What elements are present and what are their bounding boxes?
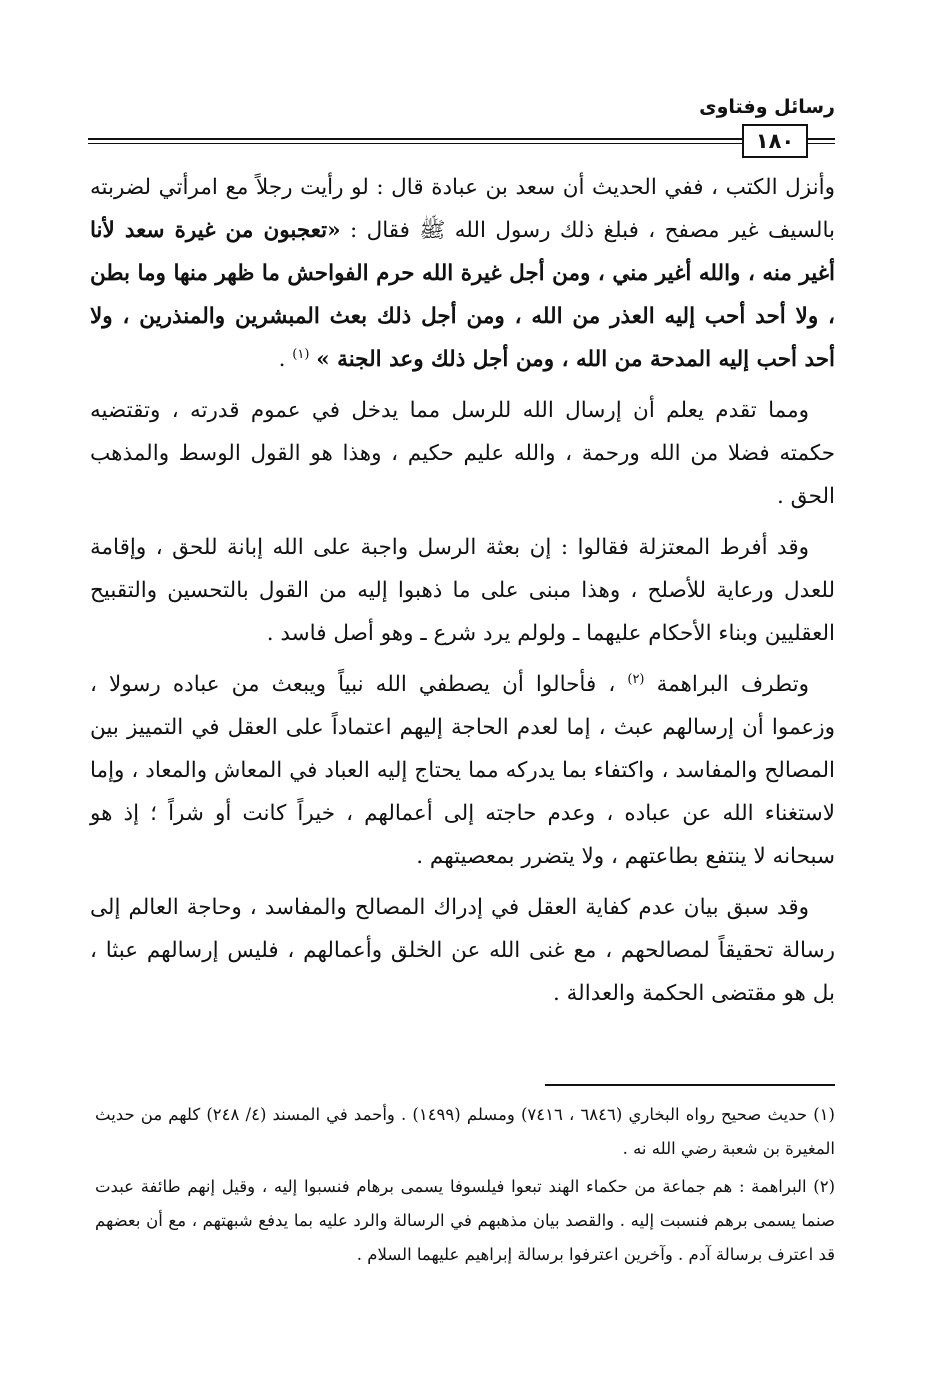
footnote-2: (٢) البراهمة : هم جماعة من حكماء الهند تبعوا فيلسوفا يسمى برهام فنسبوا إليه ، وقيل إنهم طائفة عبدت صنما يسمى برهم فنسبت إليه . والقصد بيان مذهبهم في الرسالة والرد عليه بما يدفع شبهتهم ، مع أن بعضهم قد اعترف برسالة آدم . وآخرين اعترفوا برسالة إبراهيم عليهما السلام . xyxy=(95,1177,835,1264)
paragraph-4-start: وتطرف البراهمة xyxy=(656,672,809,697)
paragraph-2: ومما تقدم يعلم أن إرسال الله للرسل مما يدخل في عموم قدرته ، وتقتضيه حكمته فضلا من الله ورحمة ، والله عليم حكيم ، وهذا هو القول الوسط والمذهب الحق . xyxy=(90,398,835,509)
paragraph-1-intro: وأنزل الكتب ، ففي الحديث أن سعد بن عبادة قال : لو رأيت رجلاً مع امرأتي لضربته بالسيف غير مصفح ، فبلغ ذلك رسول الله ﷺ فقال : xyxy=(90,175,835,243)
hadith-quote: «تعجبون من غيرة سعد لأنا أغير منه ، والله أغير مني ، ومن أجل غيرة الله حرم الفواحش ما ظهر منها وما بطن ، ولا أحد أحب إليه العذر من الله ، ومن أجل ذلك بعث المبشرين والمنذرين ، ولا أحد أحب إليه المدحة من الله ، ومن أجل ذلك وعد الجنة » xyxy=(90,218,835,372)
footnote-ref-2: (٢) xyxy=(627,671,645,687)
header-rule xyxy=(88,138,835,144)
footnote-separator xyxy=(545,1084,835,1086)
paragraph-3: وقد أفرط المعتزلة فقالوا : إن بعثة الرسل واجبة على الله إبانة للحق ، وإقامة للعدل ورعاية للأصلح ، وهذا مبنى على ما ذهبوا إليه من القول بالتحسين والتقبيح العقليين وبناء الأحكام عليهما ـ ولولم يرد شرع ـ وهو أصل فاسد . xyxy=(90,535,835,646)
running-header-title: رسائل وفتاوى xyxy=(699,96,835,118)
main-text xyxy=(90,166,835,1023)
paragraph-1 xyxy=(90,166,835,381)
paragraph-4-rest: ، فأحالوا أن يصطفي الله نبياً ويبعث من عباده رسولا ، وزعموا أن إرسالهم عبث ، إما لعدم الحاجة إليهم اعتماداً على العقل في التمييز بين المصالح والمفاسد ، واكتفاء بما يدركه مما يحتاج إليه العباد في المعاش والمعاد ، وإما لاستغناء الله عن عباده ، وعدم حاجته إلى أعمالهم ، خيراً كانت أو شراً ؛ إذ هو سبحانه لا ينتفع بطاعتهم ، ولا يتضرر بمعصيتهم . xyxy=(90,672,836,869)
paragraph-1-end: . xyxy=(278,347,293,372)
footnote-1: (١) حديث صحيح رواه البخاري (٦٨٤٦ ، ٧٤١٦) ومسلم (١٤٩٩) . وأحمد في المسند (٤/ ٢٤٨) كلهم من حديث المغيرة بن شعبة رضي الله نه . xyxy=(95,1105,835,1158)
page-number: ١٨٠ xyxy=(742,124,808,158)
paragraph-5: وقد سبق بيان عدم كفاية العقل في إدراك المصالح والمفاسد ، وحاجة العالم إلى رسالة تحقيقاً لمصالحهم ، مع غنى الله عن الخلق وأعمالهم ، فليس إرسالهم عبثا ، بل هو مقتضى الحكمة والعدالة . xyxy=(90,895,835,1006)
footnotes xyxy=(95,1098,835,1276)
paragraph-4 xyxy=(90,663,835,878)
footnote-ref-1: (١) xyxy=(292,346,310,362)
